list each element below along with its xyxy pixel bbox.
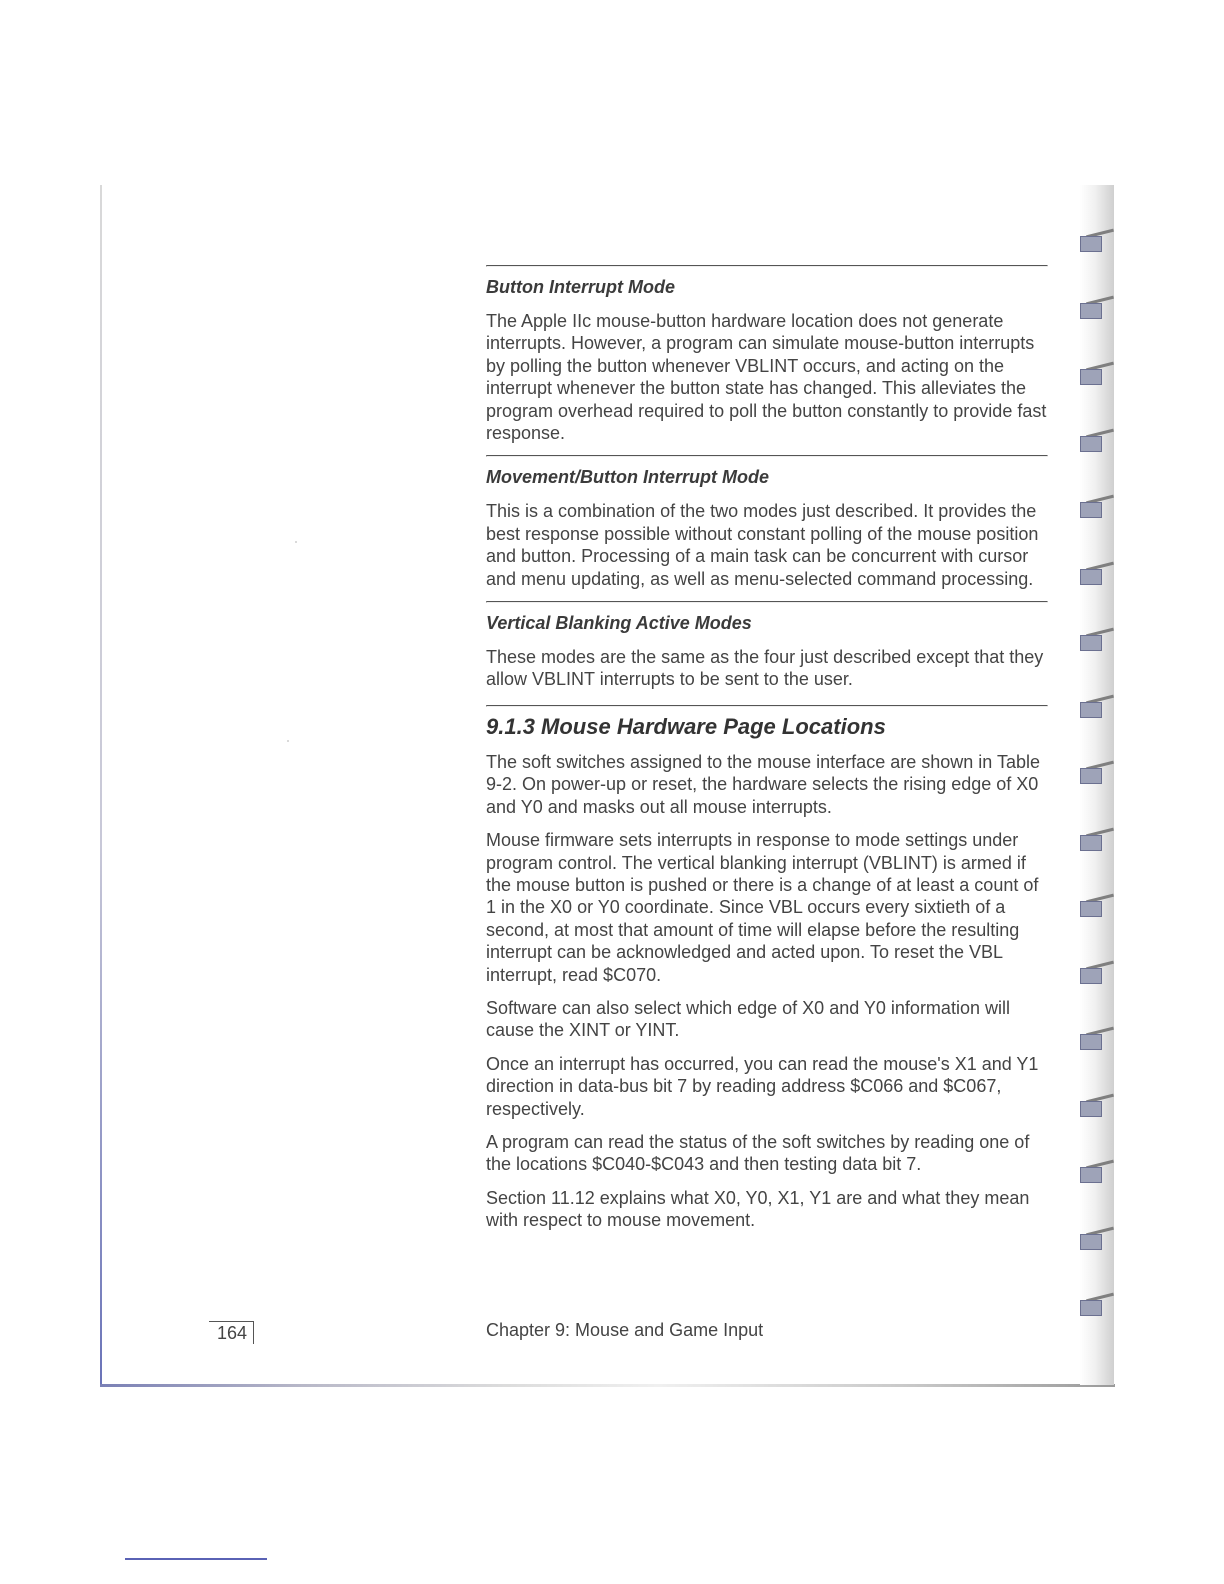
button-interrupt-mode-heading: Button Interrupt Mode	[486, 277, 675, 297]
binding-ring	[1080, 893, 1112, 919]
binding-ring	[1080, 361, 1112, 387]
section-rule	[486, 265, 1048, 267]
binding-ring	[1080, 627, 1112, 653]
page-left-edge	[100, 185, 102, 1385]
paragraph: This is a combination of the two modes just described. It provides the best response possible without constant polling of the mouse position and button. Processing of a main task can be concurrent with cursor and menu updating, as well as menu-selected command processing.	[486, 501, 1039, 589]
binding-ring	[1080, 760, 1112, 786]
binding-ring	[1080, 1159, 1112, 1185]
binding-ring	[1080, 1093, 1112, 1119]
section-rule	[486, 455, 1048, 457]
paragraph: These modes are the same as the four just described except that they allow VBLINT interrupts to be sent to the user.	[486, 647, 1044, 690]
paragraph: Once an interrupt has occurred, you can read the mouse's X1 and Y1 direction in data-bus bit 7 by reading address $C066 and $C067, respectively.	[486, 1053, 1039, 1119]
vertical-blanking-active-modes-heading: Vertical Blanking Active Modes	[486, 613, 752, 634]
section-title: 9.1.3 Mouse Hardware Page Locations	[486, 713, 886, 739]
section-rule	[486, 601, 1048, 603]
scan-speck	[295, 541, 297, 543]
binding-ring	[1080, 1226, 1112, 1252]
binding-ring	[1080, 960, 1112, 986]
binding-ring	[1080, 694, 1112, 720]
paragraph: The Apple IIc mouse-button hardware location does not generate interrupts. However, a program can simulate mouse-button interrupts by polling the button whenever VBLINT occurs, and acting on the interrupt whenever the button state has changed. This alleviates the program overhead required to poll the button constantly to provide fast response.	[486, 311, 1047, 444]
binding-ring	[1080, 428, 1112, 454]
binding-ring	[1080, 1026, 1112, 1052]
binding-ring	[1080, 827, 1112, 853]
section-rule	[486, 705, 1048, 707]
page-bottom-edge	[100, 1384, 1115, 1387]
paragraph: Section 11.12 explains what X0, Y0, X1, Y1 are and what they mean with respect to mouse movement.	[486, 1187, 1030, 1231]
paragraph: The soft switches assigned to the mouse interface are shown in Table 9-2. On power-up or reset, the hardware selects the rising edge of X0 and Y0 and masks out all mouse interrupts.	[486, 751, 1040, 817]
binding-ring	[1080, 561, 1112, 587]
binding-ring	[1080, 494, 1112, 520]
chapter-footer: Chapter 9: Mouse and Game Input	[486, 1320, 764, 1340]
bottom-mark	[125, 1558, 267, 1560]
binding-ring	[1080, 1292, 1112, 1318]
page-content	[486, 265, 1048, 1243]
scan-speck	[287, 740, 289, 742]
paragraph: Mouse firmware sets interrupts in response to mode settings under program control. The vertical blanking interrupt (VBLINT) is armed if the mouse button is pushed or there is a change of at least a count of 1 in the X0 or Y0 coordinate. Since VBL occurs every sixtieth of a second, at most that amount of time will elapse before the resulting interrupt can be acknowledged and acted upon. To reset the VBL interrupt, read $C070.	[486, 830, 1039, 985]
paragraph: Software can also select which edge of X0 and Y0 information will cause the XINT or YINT.	[486, 997, 1010, 1041]
page-number: 164	[209, 1321, 254, 1344]
binding-ring	[1080, 295, 1112, 321]
movement-button-interrupt-mode-heading: Movement/Button Interrupt Mode	[486, 467, 769, 488]
binding-ring	[1080, 228, 1112, 254]
paragraph: A program can read the status of the soft switches by reading one of the locations $C040-$C043 and then testing data bit 7.	[486, 1131, 1030, 1175]
